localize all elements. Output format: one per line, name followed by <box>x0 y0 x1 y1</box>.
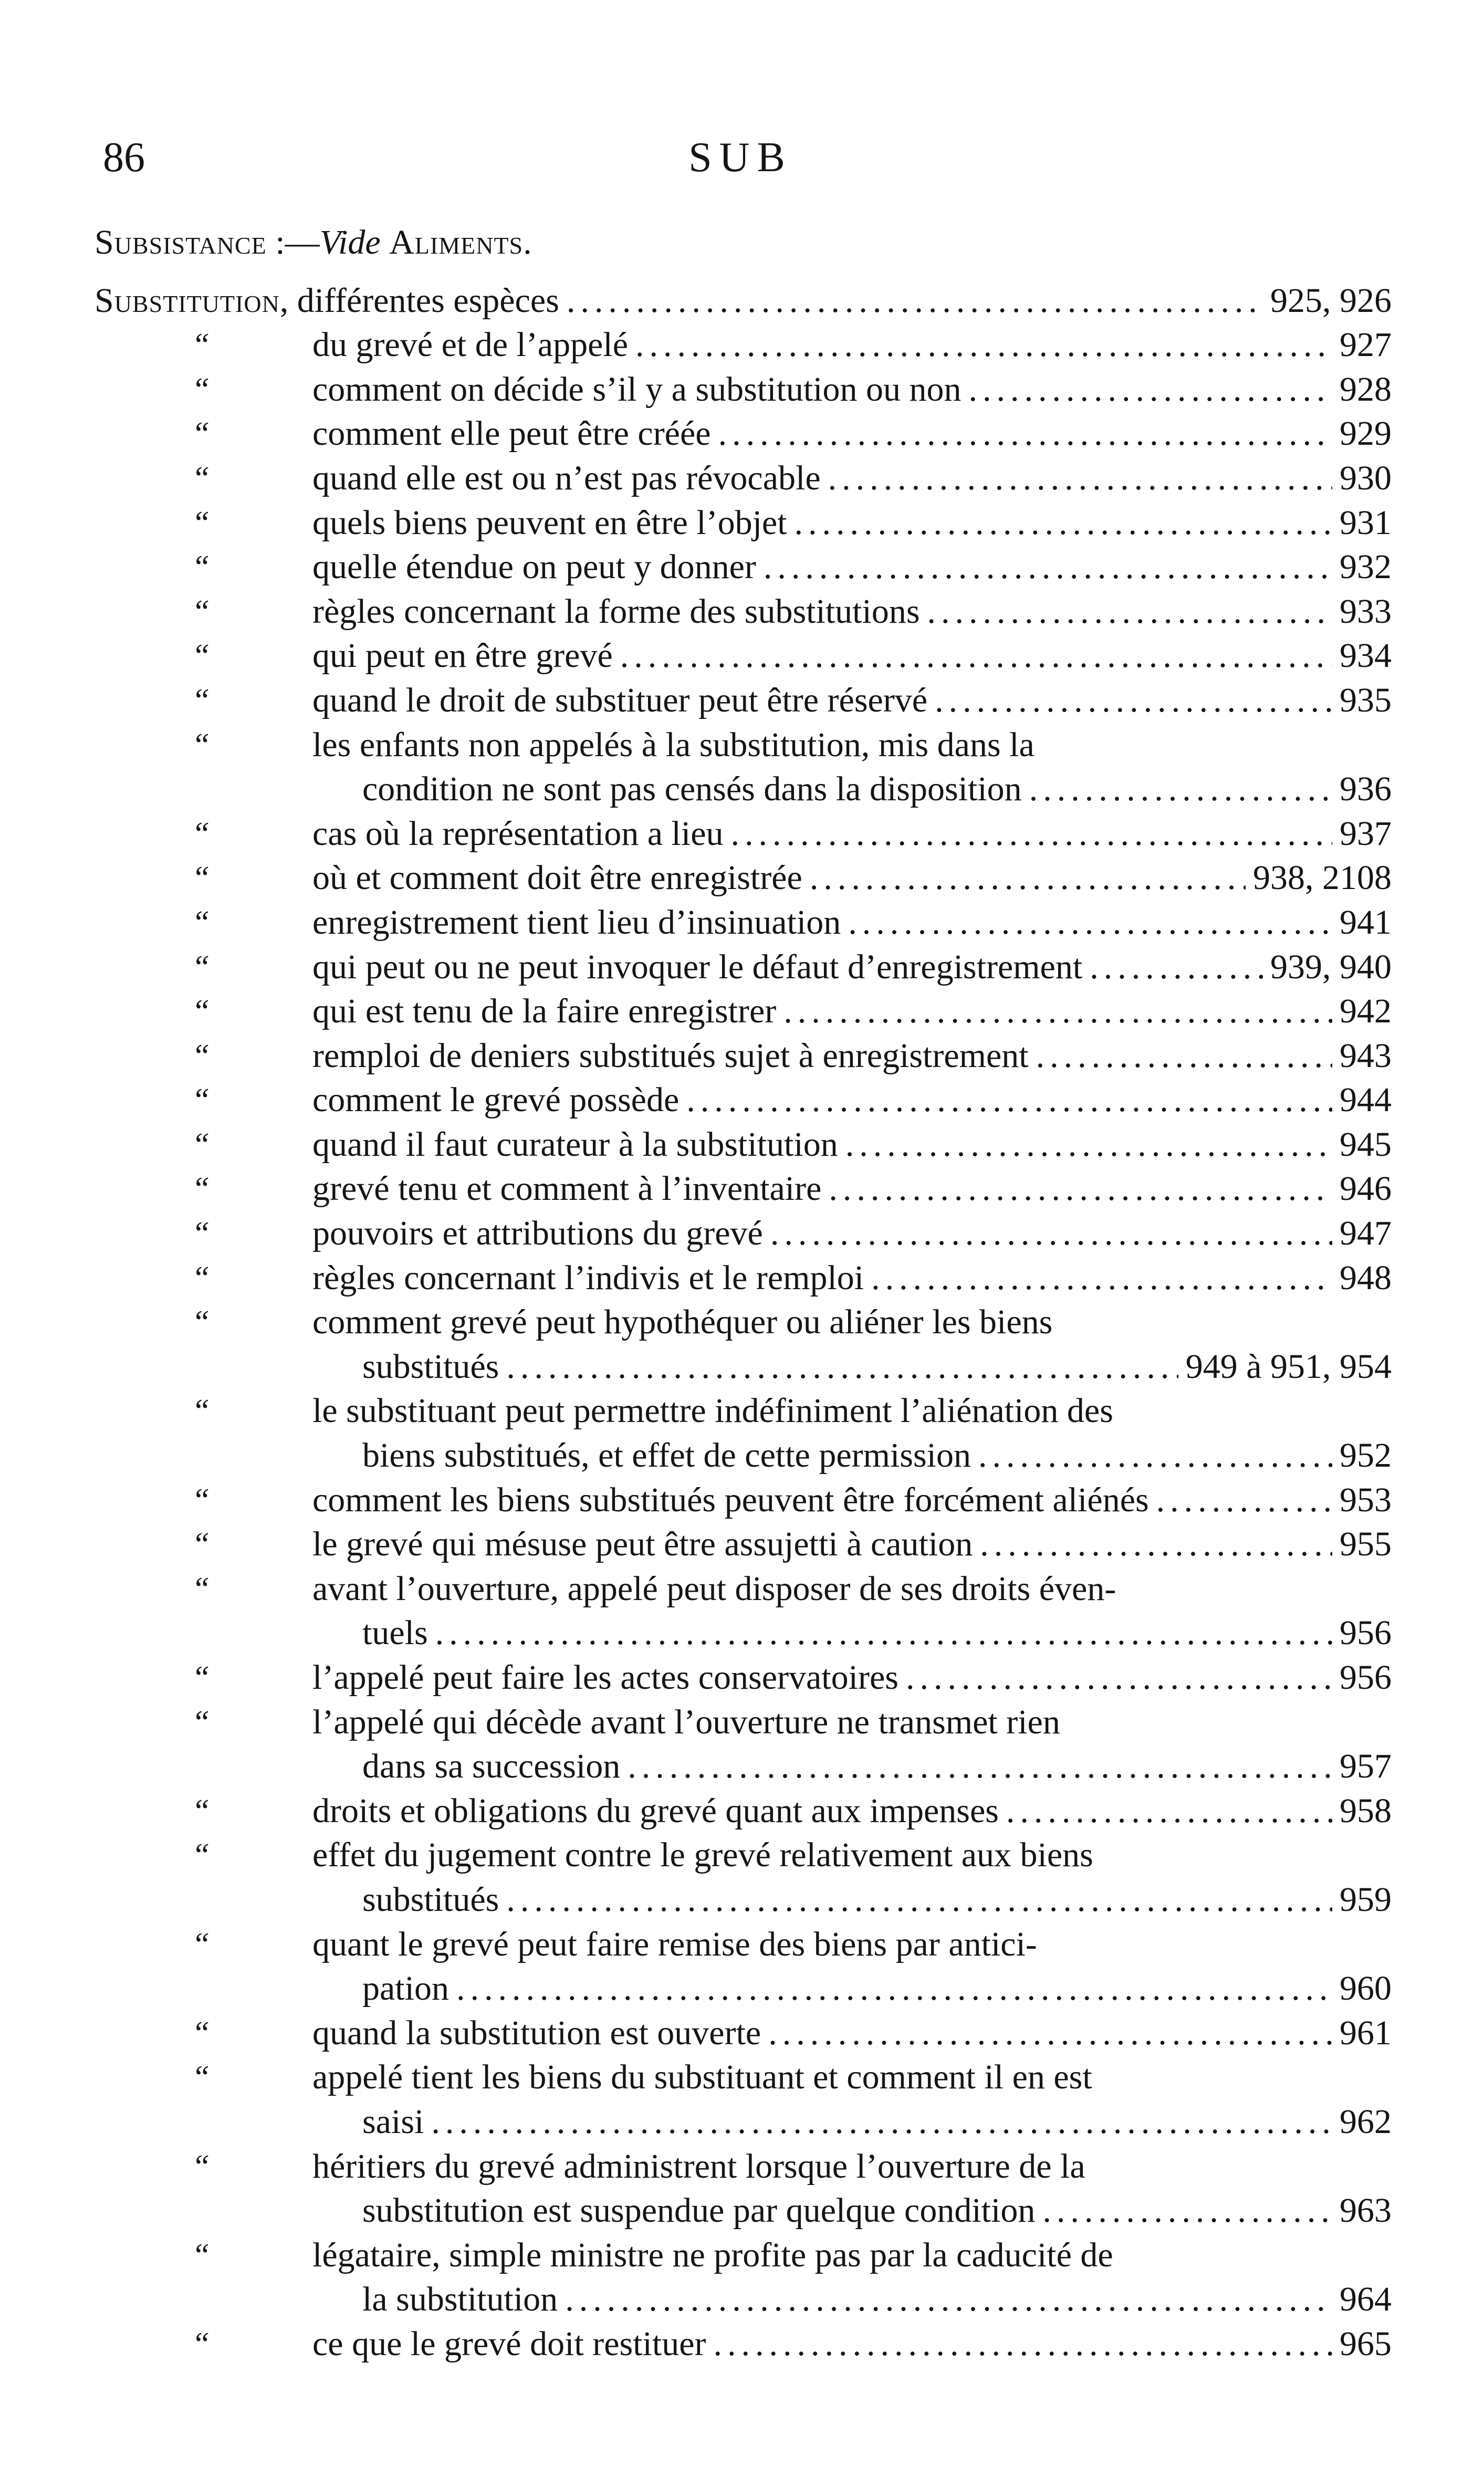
entry-text: enregistrement tient lieu d’insinuation <box>312 903 841 942</box>
ditto-mark: “ <box>192 1082 210 1118</box>
index-subentry <box>95 901 1392 945</box>
page-reference: 965 <box>1340 2324 1392 2363</box>
leader-dots <box>845 1123 1332 1167</box>
page-reference: 938, 2108 <box>1253 859 1392 897</box>
cross-reference: Aliments. <box>389 223 532 262</box>
index-subentry <box>95 945 1392 990</box>
leader-dots <box>848 901 1332 945</box>
index-subentry <box>95 1123 1392 1167</box>
entry-text: , différentes espèces <box>279 281 559 320</box>
page-reference: 963 <box>1340 2191 1392 2230</box>
ditto-mark: “ <box>192 1216 210 1252</box>
entry-line <box>312 856 1392 901</box>
page-reference: 964 <box>1340 2280 1392 2319</box>
entry-text: quand elle est ou n’est pas révocable <box>312 458 821 497</box>
index-subentry <box>95 1078 1392 1123</box>
index-subentry <box>95 2233 1392 2322</box>
entry-text: le substituant peut permettre indéfiniment l’aliénation des <box>312 1392 1113 1430</box>
entry-separator: :— <box>266 223 320 262</box>
entry-text: comment le grevé possède <box>312 1081 680 1120</box>
leader-dots <box>714 2322 1333 2367</box>
leader-dots <box>731 812 1333 856</box>
page-reference: 962 <box>1340 2102 1392 2141</box>
page-reference: 934 <box>1340 636 1392 675</box>
entry-text: du grevé et de l’appelé <box>312 326 629 364</box>
page-reference: 948 <box>1340 1258 1392 1297</box>
ditto-mark: “ <box>192 2148 210 2184</box>
entry-line <box>312 2011 1392 2056</box>
entry-text: effet du jugement contre le grevé relativement aux biens <box>312 1836 1093 1875</box>
index-subentry <box>95 456 1392 501</box>
page-reference: 942 <box>1340 992 1392 1031</box>
index-subentry <box>95 2055 1392 2144</box>
index-subentry <box>95 1478 1392 1523</box>
ditto-mark: “ <box>192 1171 210 1207</box>
leader-dots <box>1006 1789 1332 1834</box>
entry-text: saisi <box>362 2102 424 2141</box>
entry-line <box>312 901 1392 945</box>
entry-text: légataire, simple ministre ne profite pas par la caducité de <box>312 2235 1113 2274</box>
entry-line <box>312 1744 1392 1789</box>
page-reference: 927 <box>1340 326 1392 364</box>
entry-text: pation <box>362 1969 449 2008</box>
entry-text: la substitution <box>362 2280 558 2319</box>
entry-text: tuels <box>362 1614 428 1653</box>
entry-text: appelé tient les biens du substituant et comment il en est <box>312 2058 1092 2097</box>
entry-line <box>312 545 1392 590</box>
entry-text: l’appelé peut faire les actes conservatoires <box>312 1658 898 1697</box>
entry-text: biens substitués, et effet de cette permission <box>362 1436 971 1475</box>
index-subentry <box>95 1300 1392 1389</box>
index-subentry <box>95 545 1392 590</box>
page-reference: 952 <box>1340 1436 1392 1475</box>
entry-line <box>312 2100 1392 2145</box>
ditto-mark: “ <box>192 1571 210 1607</box>
index-subentry <box>95 678 1392 723</box>
index-subentry <box>95 1833 1392 1922</box>
entry-text: l’appelé qui décède avant l’ouverture ne transmet rien <box>312 1702 1060 1741</box>
entry-line <box>312 501 1392 546</box>
ditto-mark: “ <box>192 1304 210 1341</box>
leader-dots <box>620 634 1332 678</box>
entry-line <box>312 1478 1392 1523</box>
index-subentry <box>95 1167 1392 1211</box>
entry-text: qui est tenu de la faire enregistrer <box>312 992 777 1031</box>
ditto-mark: “ <box>192 2237 210 2273</box>
index-subentry <box>95 989 1392 1034</box>
page-number: 86 <box>103 134 145 181</box>
index-subentry <box>95 412 1392 456</box>
leader-dots <box>506 1878 1332 1922</box>
leader-dots <box>456 1967 1332 2011</box>
leader-dots <box>431 2100 1332 2145</box>
index-subentry <box>95 1700 1392 1789</box>
ditto-mark: “ <box>192 505 210 541</box>
page-reference: 953 <box>1340 1480 1392 1519</box>
entry-line <box>312 2322 1392 2367</box>
entry-line <box>312 2189 1392 2233</box>
leader-dots <box>980 1522 1332 1567</box>
page-reference: 935 <box>1340 681 1392 719</box>
leader-dots <box>506 1345 1178 1389</box>
entry-text: droits et obligations du grevé quant aux impenses <box>312 1791 999 1830</box>
entry-line <box>312 323 1392 368</box>
ditto-mark: “ <box>192 1393 210 1429</box>
ditto-mark: “ <box>192 1260 210 1296</box>
entry-line <box>312 368 1392 412</box>
entry-text: règles concernant la forme des substitutions <box>312 592 920 631</box>
entry-text: quant le grevé peut faire remise des biens par antici- <box>312 1925 1037 1963</box>
ditto-mark: “ <box>192 949 210 985</box>
index-subentry <box>95 501 1392 546</box>
entry-line <box>312 812 1392 856</box>
entry-text: comment elle peut être créée <box>312 414 711 453</box>
index-entry-substitution <box>95 279 1392 323</box>
entry-text: substitués <box>362 1880 499 1919</box>
ditto-mark: “ <box>192 1926 210 1962</box>
entry-line <box>312 456 1392 501</box>
index-subentry <box>95 812 1392 856</box>
page-reference: 944 <box>1340 1081 1392 1120</box>
entry-text: condition ne sont pas censés dans la disposition <box>362 770 1022 809</box>
page-reference: 928 <box>1340 370 1392 409</box>
page-reference: 943 <box>1340 1036 1392 1075</box>
page-reference: 937 <box>1340 814 1392 853</box>
entry-text: comment grevé peut hypothéquer ou aliéner les biens <box>312 1303 1053 1342</box>
index-subentry <box>95 1211 1392 1256</box>
ditto-mark: “ <box>192 2060 210 2096</box>
entry-text: quels biens peuvent en être l’objet <box>312 503 787 542</box>
leader-dots <box>435 1611 1332 1656</box>
page-reference: 933 <box>1340 592 1392 631</box>
ditto-mark: “ <box>192 904 210 940</box>
entry-line <box>312 1256 1392 1301</box>
entry-text: grevé tenu et comment à l’inventaire <box>312 1169 822 1208</box>
page-reference: 961 <box>1340 2013 1392 2052</box>
leader-dots <box>1029 767 1332 812</box>
index-subentry <box>95 1034 1392 1079</box>
entry-line <box>312 634 1392 678</box>
entry-line <box>312 989 1392 1034</box>
ditto-mark: “ <box>192 727 210 763</box>
ditto-mark: “ <box>192 638 210 674</box>
leader-dots <box>718 412 1332 456</box>
page-reference: 947 <box>1340 1214 1392 1253</box>
ditto-mark: “ <box>192 416 210 452</box>
index-subentry <box>95 856 1392 901</box>
index-subentry <box>95 2145 1392 2233</box>
index-subentry <box>95 368 1392 412</box>
entry-line <box>312 1034 1392 1079</box>
entry-text: dans sa succession <box>362 1747 621 1786</box>
index-subentry <box>95 1656 1392 1700</box>
page-reference: 959 <box>1340 1880 1392 1919</box>
leader-dots <box>628 1744 1332 1789</box>
index-entry-subsistance <box>95 221 1392 265</box>
entry-text: ce que le grevé doit restituer <box>312 2324 706 2363</box>
entry-line <box>312 2277 1392 2322</box>
entry-line <box>312 1167 1392 1211</box>
page-header <box>95 126 1386 189</box>
entry-line <box>312 1434 1392 1478</box>
index-subentry <box>95 2011 1392 2056</box>
running-head: SUB <box>688 134 792 181</box>
entry-line <box>312 678 1392 723</box>
leader-dots <box>795 501 1332 546</box>
entry-line <box>312 1123 1392 1167</box>
leader-dots <box>764 545 1332 590</box>
entry-text: qui peut en être grevé <box>312 636 613 675</box>
ditto-mark: “ <box>192 327 210 363</box>
entry-line <box>312 412 1392 456</box>
leader-dots <box>686 1078 1332 1123</box>
vide-label: Vide <box>319 223 381 262</box>
ditto-mark: “ <box>192 2326 210 2362</box>
entry-line <box>312 1345 1392 1389</box>
index-subentry <box>95 634 1392 678</box>
ditto-mark: “ <box>192 1837 210 1874</box>
page-reference: 956 <box>1340 1614 1392 1653</box>
page-reference: 925, 926 <box>1270 281 1392 320</box>
leader-dots <box>1036 1034 1332 1079</box>
index-subentry <box>95 1789 1392 1834</box>
index-subentry <box>95 590 1392 634</box>
entry-heading: Subsistance <box>95 223 267 262</box>
ditto-mark: “ <box>192 593 210 630</box>
entry-text: avant l’ouverture, appelé peut disposer de ses droits éven- <box>312 1569 1116 1608</box>
leader-dots <box>567 279 1263 323</box>
entry-line <box>312 590 1392 634</box>
entry-heading: Substitution <box>95 281 280 320</box>
leader-dots <box>770 1211 1332 1256</box>
leader-dots <box>935 678 1332 723</box>
entry-line <box>312 1611 1392 1656</box>
index-subentry <box>95 1922 1392 2011</box>
ditto-mark: “ <box>192 1704 210 1740</box>
leader-dots <box>635 323 1332 368</box>
leader-dots <box>969 368 1332 412</box>
entry-text: pouvoirs et attributions du grevé <box>312 1214 763 1253</box>
leader-dots <box>1042 2189 1332 2233</box>
page-reference: 945 <box>1340 1125 1392 1164</box>
leader-dots <box>768 2011 1332 2056</box>
leader-dots <box>828 456 1332 501</box>
entry-text: où et comment doit être enregistrée <box>312 859 802 897</box>
entry-line <box>312 1522 1392 1567</box>
index-entries <box>95 221 1392 2367</box>
ditto-mark: “ <box>192 1793 210 1829</box>
index-subentry <box>95 1567 1392 1656</box>
page-reference: 960 <box>1340 1969 1392 2008</box>
ditto-mark: “ <box>192 371 210 407</box>
index-subentry <box>95 323 1392 368</box>
index-subentry <box>95 2322 1392 2367</box>
leader-dots <box>871 1256 1332 1301</box>
entry-line <box>312 1878 1392 1922</box>
entry-text: remploi de deniers substitués sujet à enregistrement <box>312 1036 1029 1075</box>
leader-dots <box>906 1656 1332 1700</box>
leader-dots <box>783 989 1332 1034</box>
page-reference: 956 <box>1340 1658 1392 1697</box>
entry-text: règles concernant l’indivis et le remploi <box>312 1258 864 1297</box>
entry-text: qui peut ou ne peut invoquer le défaut d’enregistrement <box>312 947 1083 986</box>
ditto-mark: “ <box>192 1527 210 1563</box>
entry-text: substitution est suspendue par quelque condition <box>362 2191 1036 2230</box>
entry-text: quand le droit de substituer peut être réservé <box>312 681 928 719</box>
page-reference: 930 <box>1340 458 1392 497</box>
entry-text: quand la substitution est ouverte <box>312 2013 761 2052</box>
ditto-mark: “ <box>192 549 210 586</box>
page-reference: 958 <box>1340 1791 1392 1830</box>
index-subentry <box>95 1256 1392 1301</box>
leader-dots <box>1090 945 1263 990</box>
leader-dots <box>1156 1478 1332 1523</box>
page-reference: 936 <box>1340 770 1392 809</box>
index-subentry <box>95 1389 1392 1478</box>
ditto-mark: “ <box>192 860 210 896</box>
entry-line <box>312 1078 1392 1123</box>
entry-text: quand il faut curateur à la substitution <box>312 1125 838 1164</box>
ditto-mark: “ <box>192 1038 210 1074</box>
entry-line <box>312 945 1392 990</box>
leader-dots <box>810 856 1246 901</box>
page-reference: 932 <box>1340 548 1392 587</box>
ditto-mark: “ <box>192 994 210 1030</box>
entry-line <box>312 767 1392 812</box>
entry-text: comment on décide s’il y a substitution ou non <box>312 370 962 409</box>
ditto-mark: “ <box>192 1126 210 1163</box>
entry-text: comment les biens substitués peuvent être forcément aliénés <box>312 1480 1149 1519</box>
ditto-mark: “ <box>192 816 210 852</box>
ditto-mark: “ <box>192 1482 210 1518</box>
page-reference: 946 <box>1340 1169 1392 1208</box>
ditto-mark: “ <box>192 682 210 718</box>
page-reference: 941 <box>1340 903 1392 942</box>
ditto-mark: “ <box>192 1660 210 1696</box>
ditto-mark: “ <box>192 460 210 496</box>
ditto-mark: “ <box>192 2015 210 2051</box>
page-reference: 949 à 951, 954 <box>1185 1347 1392 1386</box>
entry-text: héritiers du grevé administrent lorsque l’ouverture de la <box>312 2147 1085 2186</box>
page-reference: 939, 940 <box>1270 947 1392 986</box>
entry-text: les enfants non appelés à la substitution, mis dans la <box>312 725 1034 764</box>
leader-dots <box>978 1434 1332 1478</box>
entry-text: le grevé qui mésuse peut être assujetti à caution <box>312 1525 973 1564</box>
entry-text: cas où la représentation a lieu <box>312 814 724 853</box>
page-reference: 955 <box>1340 1525 1392 1564</box>
page-reference: 957 <box>1340 1747 1392 1786</box>
leader-dots <box>927 590 1332 634</box>
entry-line <box>312 1211 1392 1256</box>
leader-dots <box>829 1167 1332 1211</box>
entry-text: quelle étendue on peut y donner <box>312 548 756 587</box>
entry-line <box>312 1967 1392 2011</box>
leader-dots <box>565 2277 1332 2322</box>
entry-line <box>312 1789 1392 1834</box>
page-reference: 929 <box>1340 414 1392 453</box>
page-reference: 931 <box>1340 503 1392 542</box>
entry-line <box>312 1656 1392 1700</box>
index-subentry <box>95 1522 1392 1567</box>
index-subentry <box>95 723 1392 812</box>
entry-text: substitués <box>362 1347 499 1386</box>
